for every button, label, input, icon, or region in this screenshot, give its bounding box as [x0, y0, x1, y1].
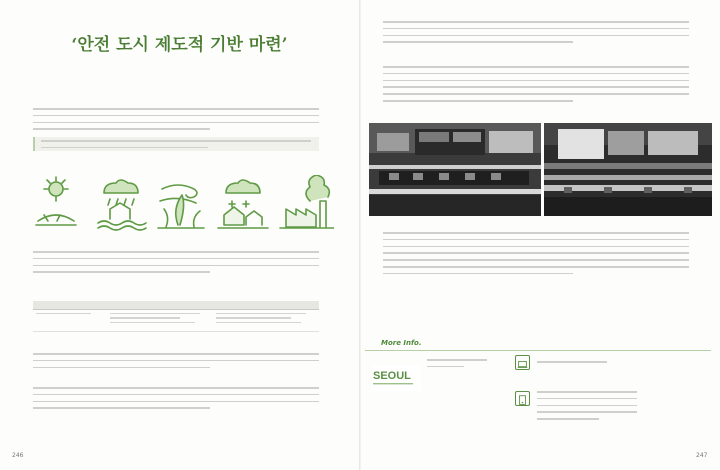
body-text-lines-2	[33, 251, 319, 279]
seoul-logo	[371, 365, 421, 391]
related-sites-icon	[515, 391, 530, 406]
right-body-lines-2	[383, 66, 689, 116]
table-header-2	[107, 301, 213, 309]
body-text-lines	[33, 108, 319, 136]
table-header-3	[213, 301, 319, 309]
illustration-captions	[34, 237, 334, 245]
table-row	[33, 309, 319, 331]
sun-drought-icon	[36, 177, 76, 225]
more-info-box	[365, 350, 711, 436]
more-info-label: More Info.	[381, 339, 422, 347]
note-text	[41, 139, 311, 147]
plan-table	[33, 301, 319, 332]
body-text-lines-4	[33, 387, 319, 421]
homepage-icon	[515, 355, 530, 370]
note-box	[33, 137, 319, 151]
related-text-lines	[537, 391, 637, 427]
right-page	[361, 0, 720, 470]
table-header-1	[33, 301, 107, 309]
control-room-photo-2	[544, 123, 712, 216]
right-body-lines-1	[383, 21, 689, 49]
control-room-photo-1	[369, 123, 541, 216]
wind-typhoon-icon	[158, 185, 204, 228]
plan-table-header	[33, 301, 319, 309]
page-number-right: 247	[696, 452, 708, 459]
page-title: ‘안전 도시 제도적 기반 마련’	[71, 35, 288, 55]
rain-flood-icon	[98, 180, 146, 230]
disaster-illustration	[34, 175, 334, 231]
table-cell-phase-2	[213, 309, 319, 331]
left-page	[0, 0, 359, 470]
page-number-left: 246	[12, 452, 24, 459]
snow-icon	[218, 180, 268, 228]
homepage-text-lines	[537, 361, 607, 369]
body-text-lines-3	[33, 353, 319, 377]
contact-text-lines	[427, 359, 487, 373]
svg-text:SEOUL: SEOUL	[373, 370, 411, 382]
right-body-lines-3	[383, 232, 689, 287]
factory-smoke-icon	[280, 175, 334, 228]
table-cell-category	[33, 309, 107, 331]
table-cell-phase-1	[107, 309, 213, 331]
